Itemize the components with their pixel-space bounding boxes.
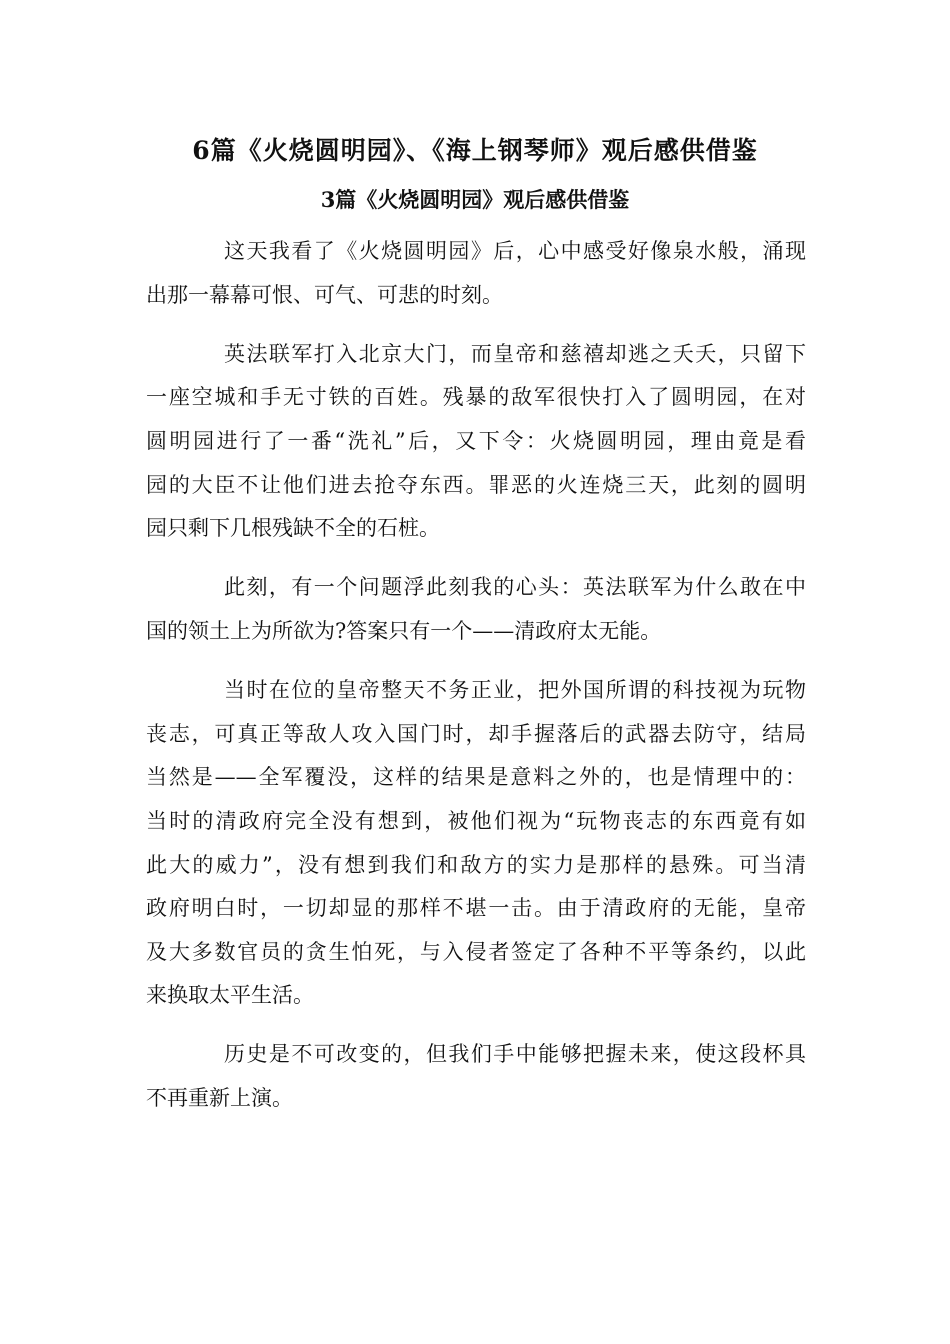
paragraph-2	[146, 333, 806, 551]
text-line: 英法联军打入北京大门，而皇帝和慈禧却逃之夭夭，只留下	[224, 341, 806, 366]
text-line: 当时在位的皇帝整天不务正业，把外国所谓的科技视为玩物	[224, 678, 806, 703]
text-line: 出那一幕幕可恨、可气、可悲的时刻。	[146, 282, 503, 307]
text-line: 不再重新上演。	[146, 1086, 293, 1111]
text-line: 当然是——全军覆没，这样的结果是意料之外的，也是情理中的：	[146, 765, 806, 790]
text-line: 丧志，可真正等敌人攻入国门时，却手握落后的武器去防守，结局	[146, 721, 806, 746]
text-line: 圆明园进行了一番“洗礼”后，又下令：火烧圆明园，理由竟是看	[146, 428, 806, 453]
text-line: 历史是不可改变的，但我们手中能够把握未来，使这段杯具	[224, 1042, 806, 1067]
paragraph-4	[146, 669, 806, 1018]
text-line: 园只剩下几根残缺不全的石桩。	[146, 516, 440, 541]
text-line: 园的大臣不让他们进去抢夺东西。罪恶的火连烧三天，此刻的圆明	[146, 472, 806, 497]
text-line: 国的领土上为所欲为?答案只有一个——清政府太无能。	[146, 618, 662, 643]
text-line: 此刻，有一个问题浮此刻我的心头：英法联军为什么敢在中	[224, 575, 806, 600]
document-body	[146, 230, 806, 1136]
text-line: 当时的清政府完全没有想到，被他们视为“玩物丧志的东西竟有如	[146, 808, 806, 833]
document-title: 6篇《火烧圆明园》、《海上钢琴师》观后感供借鉴	[192, 136, 758, 165]
text-line: 政府明白时，一切却显的那样不堪一击。由于清政府的无能，皇帝	[146, 896, 806, 921]
paragraph-5	[146, 1033, 806, 1120]
paragraph-1	[146, 230, 806, 317]
text-line: 一座空城和手无寸铁的百姓。残暴的敌军很快打入了圆明园，在对	[146, 385, 806, 410]
text-line: 及大多数官员的贪生怕死，与入侵者签定了各种不平等条约，以此	[146, 939, 806, 964]
text-line: 此大的威力”，没有想到我们和敌方的实力是那样的悬殊。可当清	[146, 852, 806, 877]
text-line: 来换取太平生活。	[146, 983, 314, 1008]
document-subtitle: 3篇《火烧圆明园》观后感供借鉴	[320, 187, 630, 212]
paragraph-3	[146, 566, 806, 653]
text-line: 这天我看了《火烧圆明园》后，心中感受好像泉水般，涌现	[224, 239, 806, 263]
